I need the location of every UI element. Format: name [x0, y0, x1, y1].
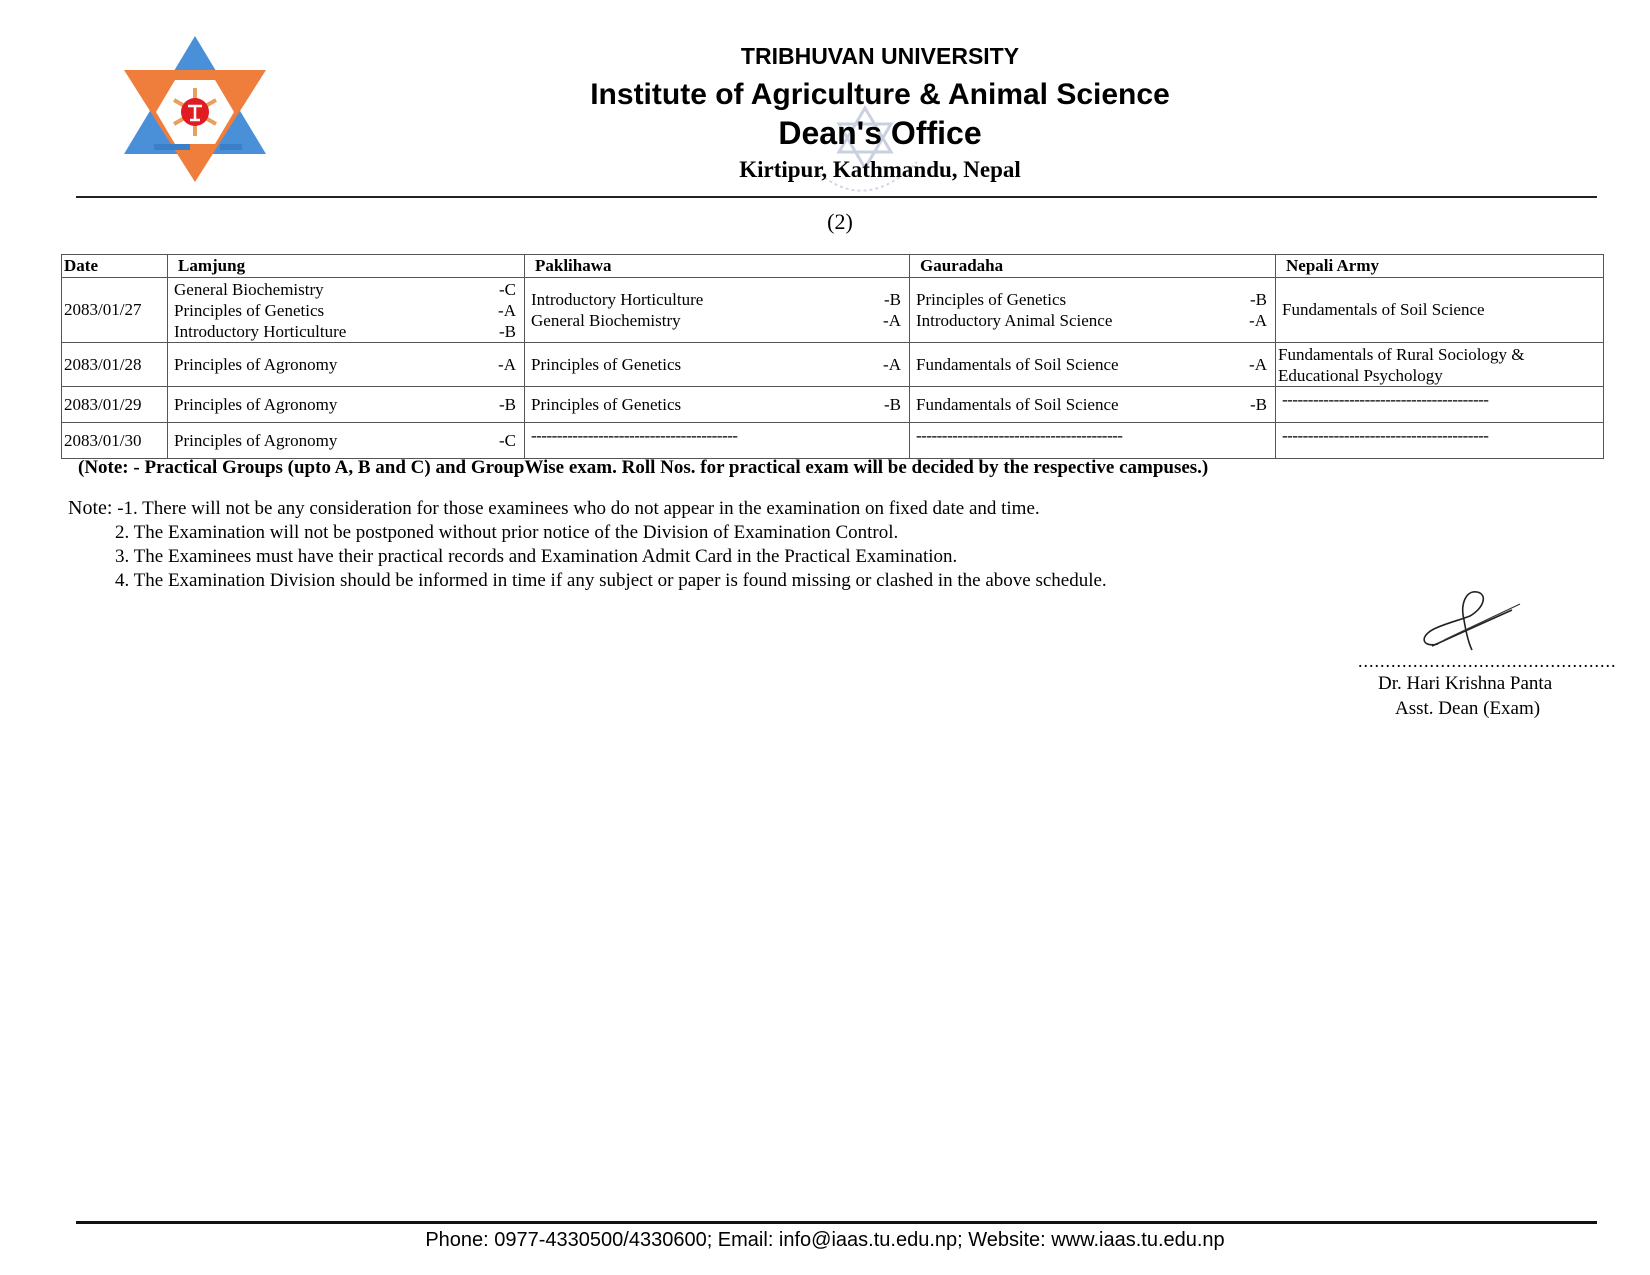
gauradaha-cell	[910, 343, 1276, 387]
subject-line	[174, 321, 518, 342]
subject: General Biochemistry	[174, 279, 324, 299]
group: -A	[883, 355, 901, 374]
subject: Principles of Genetics	[174, 300, 325, 320]
subject: Principles of Agronomy	[174, 395, 338, 414]
header-gauradaha: Gauradaha	[910, 255, 1276, 278]
date-cell: 2083/01/28	[62, 343, 168, 387]
office-address: Kirtipur, Kathmandu, Nepal	[739, 157, 1021, 182]
subject: Principles of Genetics	[916, 290, 1067, 309]
note-text: -1. There will not be any consideration for those examinees who do not appear in the examination on fixed date and time.	[117, 498, 1040, 519]
date-cell: 2083/01/30	[62, 423, 168, 459]
practical-groups-note: (Note: - Practical Groups (upto A, B and C) and GroupWise exam. Roll Nos. for practical exam will be decided by the respective campuses.)	[78, 457, 1209, 478]
subject: Principles of Agronomy	[174, 431, 338, 450]
group: -C	[499, 431, 516, 450]
paklihawa-cell	[525, 343, 910, 387]
date-cell: 2083/01/27	[62, 278, 168, 343]
group: -B	[884, 290, 901, 309]
group: -B	[499, 321, 516, 341]
paklihawa-cell-empty: ----------------------------------------	[525, 423, 910, 459]
subject-line	[531, 310, 903, 331]
army-cell: Fundamentals of Soil Science	[1276, 278, 1604, 343]
subject: Introductory Horticulture	[174, 321, 347, 341]
institute-name: Institute of Agriculture & Animal Science	[590, 78, 1170, 111]
subject-line	[531, 394, 903, 415]
subject: Fundamentals of Soil Science	[916, 395, 1119, 414]
note-item: 4. The Examination Division should be informed in time if any subject or paper is found missing or clashed in the above schedule.	[115, 570, 1107, 591]
header-nepali-army: Nepali Army	[1276, 255, 1604, 278]
group: -C	[499, 279, 516, 299]
signature-line: ...............................................	[1358, 654, 1617, 668]
lamjung-cell	[168, 343, 525, 387]
university-logo	[120, 32, 270, 184]
table-header-row	[62, 255, 1604, 278]
subject-line	[174, 394, 518, 415]
subject-line	[916, 289, 1269, 310]
gauradaha-cell	[910, 387, 1276, 423]
group: -A	[498, 355, 516, 374]
subject-line	[174, 354, 518, 375]
signatory-name: Dr. Hari Krishna Panta	[1378, 673, 1553, 694]
group: -A	[883, 311, 901, 330]
header-date: Date	[62, 255, 168, 278]
subject-line	[174, 430, 518, 451]
group: -B	[884, 395, 901, 414]
gauradaha-cell-empty: ----------------------------------------	[910, 423, 1276, 459]
subject-line	[174, 300, 518, 321]
subject-line	[916, 394, 1269, 415]
subject: Principles of Genetics	[531, 395, 682, 414]
army-cell: Fundamentals of Rural Sociology & Educational Psychology	[1276, 343, 1604, 387]
university-name: TRIBHUVAN UNIVERSITY	[740, 43, 1020, 69]
note-item	[68, 496, 1107, 521]
note-item: 2. The Examination will not be postponed without prior notice of the Division of Examination Control.	[115, 522, 899, 543]
group: -B	[1250, 290, 1267, 309]
logo-band-kathmandu	[154, 144, 190, 150]
subject-line	[174, 279, 518, 300]
subject: Introductory Horticulture	[531, 290, 704, 309]
office-name: Dean's Office	[778, 115, 982, 151]
subject-line	[916, 310, 1269, 331]
table-row	[62, 278, 1604, 343]
header-lamjung: Lamjung	[168, 255, 525, 278]
army-cell-empty: ----------------------------------------	[1276, 387, 1604, 423]
footer-contact: Phone: 0977-4330500/4330600; Email: info@iaas.tu.edu.np; Website: www.iaas.tu.edu.np	[425, 1229, 1225, 1251]
group: -A	[1249, 311, 1267, 330]
handwritten-signature	[1380, 588, 1580, 652]
footer-divider	[76, 1221, 1597, 1224]
table-row	[62, 343, 1604, 387]
subject-line	[916, 354, 1269, 375]
table-row	[62, 387, 1604, 423]
exam-schedule-table	[61, 254, 1604, 459]
paklihawa-cell	[525, 278, 910, 343]
subject-line	[531, 289, 903, 310]
subject: Principles of Genetics	[531, 355, 682, 374]
date-cell: 2083/01/29	[62, 387, 168, 423]
logo-band-nepal	[220, 144, 242, 150]
paklihawa-cell	[525, 387, 910, 423]
header-paklihawa: Paklihawa	[525, 255, 910, 278]
subject: General Biochemistry	[531, 311, 681, 330]
subject-line	[531, 354, 903, 375]
header-divider	[76, 196, 1597, 198]
notes-list	[68, 496, 1107, 593]
lamjung-cell	[168, 387, 525, 423]
group: -A	[1249, 355, 1267, 374]
lamjung-cell	[168, 423, 525, 459]
subject: Principles of Agronomy	[174, 355, 338, 374]
subject: Fundamentals of Soil Science	[916, 355, 1119, 374]
subject: Introductory Animal Science	[916, 311, 1113, 330]
page-number: (2)	[827, 209, 853, 234]
table-row	[62, 423, 1604, 459]
lamjung-cell	[168, 278, 525, 343]
note-item: 3. The Examinees must have their practical records and Examination Admit Card in the Practical Examination.	[115, 546, 958, 567]
army-cell-empty: ----------------------------------------	[1276, 423, 1604, 459]
group: -B	[1250, 395, 1267, 414]
group: -B	[499, 395, 516, 414]
notes-label: Note:	[68, 497, 113, 519]
group: -A	[498, 300, 516, 320]
gauradaha-cell	[910, 278, 1276, 343]
signatory-title: Asst. Dean (Exam)	[1395, 698, 1541, 719]
